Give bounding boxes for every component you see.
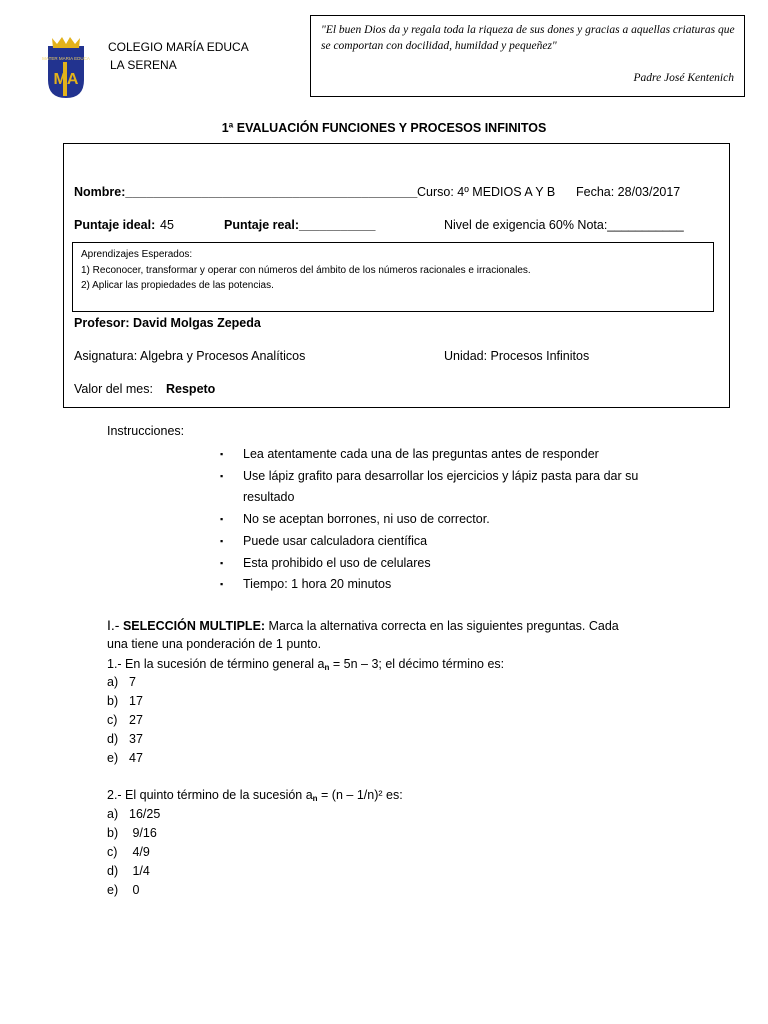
- instruction-item: ▪ Use lápiz grafito para desarrollar los ejercicios y lápiz pasta para dar su resultado: [220, 466, 660, 509]
- logo-small-text: MATER MARIA EDUCA: [42, 56, 90, 61]
- section-title: SELECCIÓN MULTIPLE:: [122, 619, 266, 633]
- q1-option: a) 7: [107, 675, 136, 689]
- aprendizajes-title: Aprendizajes Esperados:: [81, 249, 193, 260]
- curso-field: Curso: 4º MEDIOS A Y B: [417, 185, 556, 199]
- puntaje-ideal-label: Puntaje ideal:: [74, 218, 156, 232]
- q1-option: c) 27: [107, 713, 143, 727]
- quote-box: [310, 15, 745, 97]
- valor-label: Valor del mes:: [74, 382, 153, 396]
- instructions-title: Instrucciones:: [107, 424, 185, 438]
- valor-value: Respeto: [166, 382, 216, 396]
- q2-option: a) 16/25: [107, 807, 161, 821]
- q2-option: c) 4/9: [107, 845, 150, 859]
- instruction-item: ▪ Tiempo: 1 hora 20 minutos: [220, 574, 660, 596]
- bullet-icon: ▪: [220, 579, 224, 590]
- aprendizaje-1: 1) Reconocer, transformar y operar con números del ámbito de los números racionales e irracionales.: [81, 265, 531, 276]
- q1-option: b) 17: [107, 694, 143, 708]
- section-intro-2: una tiene una ponderación de 1 punto.: [107, 637, 322, 651]
- bullet-icon: ▪: [220, 535, 224, 546]
- bullet-icon: ▪: [220, 557, 224, 568]
- profesor-field: Profesor: David Molgas Zepeda: [74, 316, 261, 330]
- q1-option: d) 37: [107, 732, 143, 746]
- q2-option: b) 9/16: [107, 826, 157, 840]
- q1-option: e) 47: [107, 751, 143, 765]
- nivel-exigencia-field: Nivel de exigencia 60% Nota:___________: [444, 218, 684, 232]
- bullet-icon: ▪: [220, 449, 224, 459]
- puntaje-real-field: Puntaje real:___________: [224, 218, 376, 232]
- instructions-list: [220, 444, 660, 596]
- school-name: COLEGIO MARÍA EDUCA: [108, 40, 249, 54]
- instruction-item: ▪ Puede usar calculadora científica: [220, 531, 660, 553]
- quote-text: "El buen Dios da y regala toda la riqueza de sus dones y gracias a aquellas criaturas que se comportan con docilidad, humildad y pequeñez": [321, 24, 735, 52]
- unidad-field: Unidad: Procesos Infinitos: [444, 349, 590, 363]
- school-logo: [42, 36, 90, 98]
- school-name-block: [108, 38, 249, 74]
- school-city: LA SERENA: [110, 58, 177, 72]
- q2-option: e) 0: [107, 883, 140, 897]
- bullet-icon: ▪: [220, 470, 224, 481]
- quote-author: Padre José Kentenich: [633, 72, 734, 84]
- instruction-item: ▪ Esta prohibido el uso de celulares: [220, 553, 660, 575]
- exam-title: 1ª EVALUACIÓN FUNCIONES Y PROCESOS INFINITOS: [221, 121, 547, 135]
- instruction-item: ▪ No se aceptan borrones, ni uso de corrector.: [220, 509, 660, 531]
- aprendizaje-2: 2) Aplicar las propiedades de las potencias.: [81, 280, 274, 291]
- section-intro-1: Marca la alternativa correcta en las siguientes preguntas. Cada: [265, 619, 619, 633]
- puntaje-ideal-value: 45: [160, 218, 174, 232]
- q2-option: d) 1/4: [107, 864, 150, 878]
- bullet-icon: ▪: [220, 514, 224, 525]
- question-1: 1.- En la sucesión de término general $a_n = 5n - 3$; el décimo término es:: [107, 657, 505, 672]
- section-header: [107, 617, 667, 634]
- asignatura-field: Asignatura: Algebra y Procesos Analíticos: [74, 349, 306, 363]
- nombre-field: Nombre:__________________________________________: [74, 185, 418, 199]
- fecha-field: Fecha: 28/03/2017: [576, 185, 681, 199]
- logo-letters: MA: [53, 71, 79, 88]
- instruction-item: ▪ Lea atentamente cada una de las preguntas antes de responder: [220, 444, 660, 466]
- section-numeral: I.-: [107, 617, 120, 633]
- question-2: 2.- El quinto término de la sucesión $a_n = (n - 1/n)^2$ es:: [107, 788, 403, 803]
